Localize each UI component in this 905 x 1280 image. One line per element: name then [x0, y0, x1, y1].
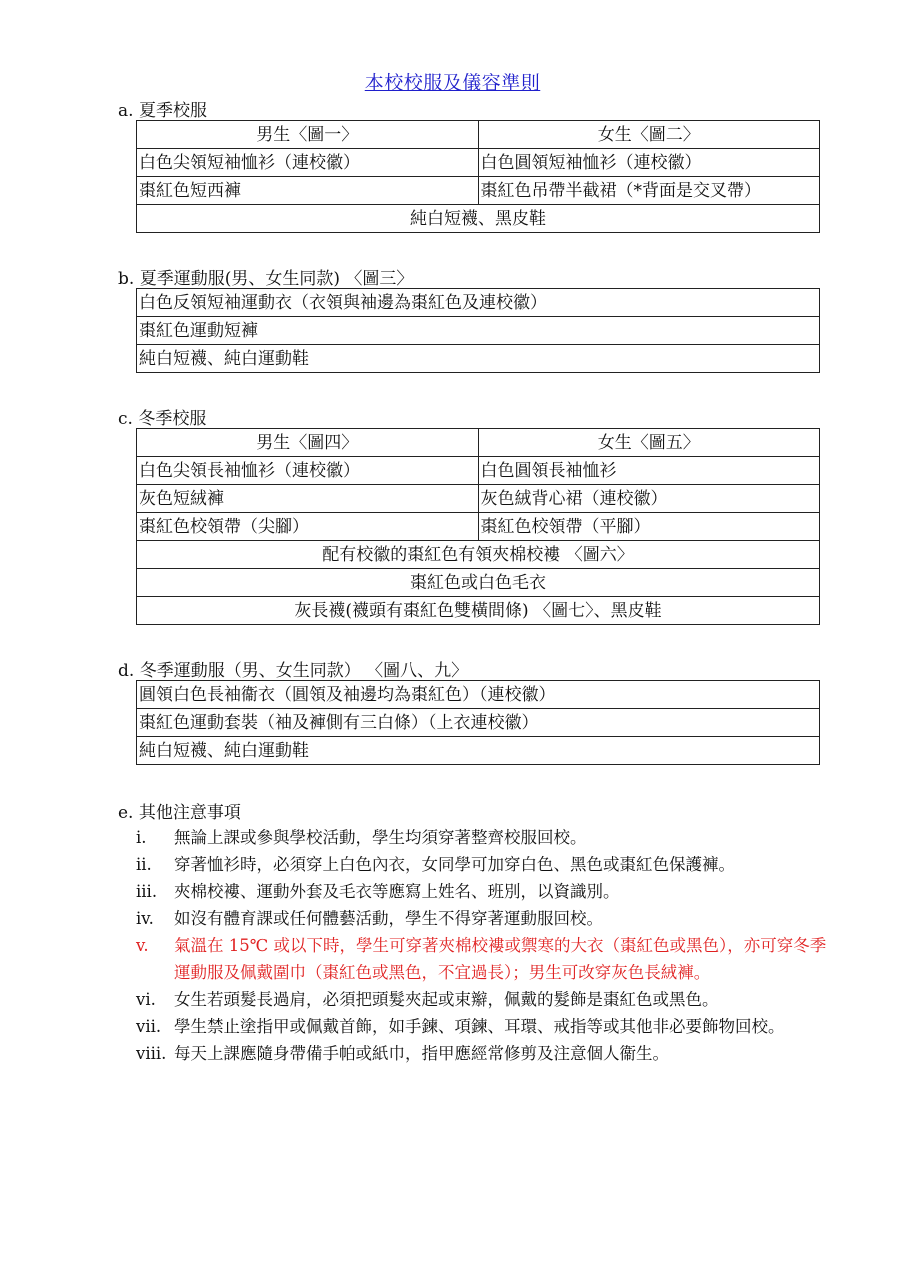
- note-number: i.: [136, 828, 147, 847]
- table-row: [137, 205, 820, 233]
- note-number: ii.: [136, 855, 152, 874]
- boys-cell: 白色尖領短袖恤衫（連校徽）: [137, 149, 479, 177]
- note-item: [118, 905, 838, 932]
- table-row: [137, 681, 820, 709]
- girls-cell: 白色圓領短袖恤衫（連校徽）: [478, 149, 820, 177]
- table-row: [137, 345, 820, 373]
- note-number: vii.: [136, 1017, 162, 1036]
- table-row: [137, 737, 820, 765]
- summer-sports-table: [136, 288, 820, 373]
- table-row: [137, 149, 820, 177]
- boys-cell: 白色尖領長袖恤衫（連校徽）: [137, 457, 479, 485]
- common-cell: 灰長襪(襪頭有棗紅色雙橫間條) 〈圖七〉、黑皮鞋: [137, 597, 820, 625]
- winter-uniform-table: [136, 428, 820, 625]
- girls-cell: 灰色絨背心裙（連校徽）: [478, 485, 820, 513]
- table-row: [137, 709, 820, 737]
- boys-cell: 棗紅色短西褲: [137, 177, 479, 205]
- table-row: [137, 177, 820, 205]
- note-text: 夾棉校褸、運動外套及毛衣等應寫上姓名、班別，以資識別。: [174, 882, 620, 901]
- common-cell: 純白短襪、黑皮鞋: [137, 205, 820, 233]
- header-boys: 男生〈圖四〉: [137, 429, 479, 457]
- note-text: 氣溫在 15℃ 或以下時，學生可穿著夾棉校褸或禦寒的大衣（棗紅色或黑色），亦可穿冬季運動服及佩戴圍巾（棗紅色或黑色，不宜過長）；男生可改穿灰色長絨褲。: [174, 936, 827, 982]
- sports-cell: 棗紅色運動套裝（袖及褲側有三白條）（上衣連校徽）: [137, 709, 820, 737]
- note-item: [118, 824, 838, 851]
- table-row: [137, 289, 820, 317]
- girls-cell: 棗紅色吊帶半截裙（*背面是交叉帶）: [478, 177, 820, 205]
- section-winter-uniform-label: c. 冬季校服: [118, 409, 207, 429]
- table-row: [137, 485, 820, 513]
- note-text: 如沒有體育課或任何體藝活動，學生不得穿著運動服回校。: [174, 909, 603, 928]
- summer-uniform-table: [136, 120, 820, 233]
- note-item: [118, 1013, 838, 1040]
- winter-sports-table: [136, 680, 820, 765]
- boys-cell: 棗紅色校領帶（尖腳）: [137, 513, 479, 541]
- header-girls: 女生〈圖二〉: [478, 121, 820, 149]
- table-row: [137, 317, 820, 345]
- page-title: 本校校服及儀容準則: [364, 72, 541, 94]
- common-cell: 棗紅色或白色毛衣: [137, 569, 820, 597]
- table-header-row: [137, 429, 820, 457]
- note-item: [118, 878, 838, 905]
- notes-list: [118, 824, 838, 1067]
- section-winter-sports-label: d. 冬季運動服（男、女生同款） 〈圖八、九〉: [118, 661, 469, 681]
- note-number: iv.: [136, 909, 154, 928]
- sports-cell: 純白短襪、純白運動鞋: [137, 737, 820, 765]
- section-notes-label: e. 其他注意事項: [118, 803, 241, 823]
- note-item: [118, 932, 838, 986]
- sports-cell: 純白短襪、純白運動鞋: [137, 345, 820, 373]
- sports-cell: 圓領白色長袖衞衣（圓領及袖邊均為棗紅色）（連校徽）: [137, 681, 820, 709]
- header-girls: 女生〈圖五〉: [478, 429, 820, 457]
- table-row: [137, 569, 820, 597]
- section-summer-uniform-label: a. 夏季校服: [118, 101, 207, 121]
- note-item: [118, 851, 838, 878]
- notes-section: [118, 798, 838, 1067]
- girls-cell: 白色圓領長袖恤衫: [478, 457, 820, 485]
- common-cell: 配有校徽的棗紅色有領夾棉校褸 〈圖六〉: [137, 541, 820, 569]
- table-row: [137, 513, 820, 541]
- note-item: [118, 986, 838, 1013]
- note-number: viii.: [136, 1044, 167, 1063]
- girls-cell: 棗紅色校領帶（平腳）: [478, 513, 820, 541]
- header-boys: 男生〈圖一〉: [137, 121, 479, 149]
- section-summer-sports-label: b. 夏季運動服(男、女生同款) 〈圖三〉: [118, 269, 414, 289]
- note-text: 學生禁止塗指甲或佩戴首飾，如手鍊、項鍊、耳環、戒指等或其他非必要飾物回校。: [174, 1017, 785, 1036]
- table-row: [137, 541, 820, 569]
- note-text: 女生若頭髮長過肩，必須把頭髮夾起或束辮，佩戴的髮飾是棗紅色或黑色。: [174, 990, 719, 1009]
- note-number: vi.: [136, 990, 156, 1009]
- note-number: v.: [136, 936, 149, 955]
- boys-cell: 灰色短絨褲: [137, 485, 479, 513]
- note-number: iii.: [136, 882, 158, 901]
- note-item: [118, 1040, 838, 1067]
- note-text: 無論上課或參與學校活動，學生均須穿著整齊校服回校。: [174, 828, 587, 847]
- table-header-row: [137, 121, 820, 149]
- note-text: 每天上課應隨身帶備手帕或紙巾，指甲應經常修剪及注意個人衞生。: [174, 1044, 669, 1063]
- sports-cell: 白色反領短袖運動衣（衣領與袖邊為棗紅色及連校徽）: [137, 289, 820, 317]
- sports-cell: 棗紅色運動短褲: [137, 317, 820, 345]
- note-text: 穿著恤衫時，必須穿上白色內衣，女同學可加穿白色、黑色或棗紅色保護褲。: [174, 855, 735, 874]
- table-row: [137, 597, 820, 625]
- table-row: [137, 457, 820, 485]
